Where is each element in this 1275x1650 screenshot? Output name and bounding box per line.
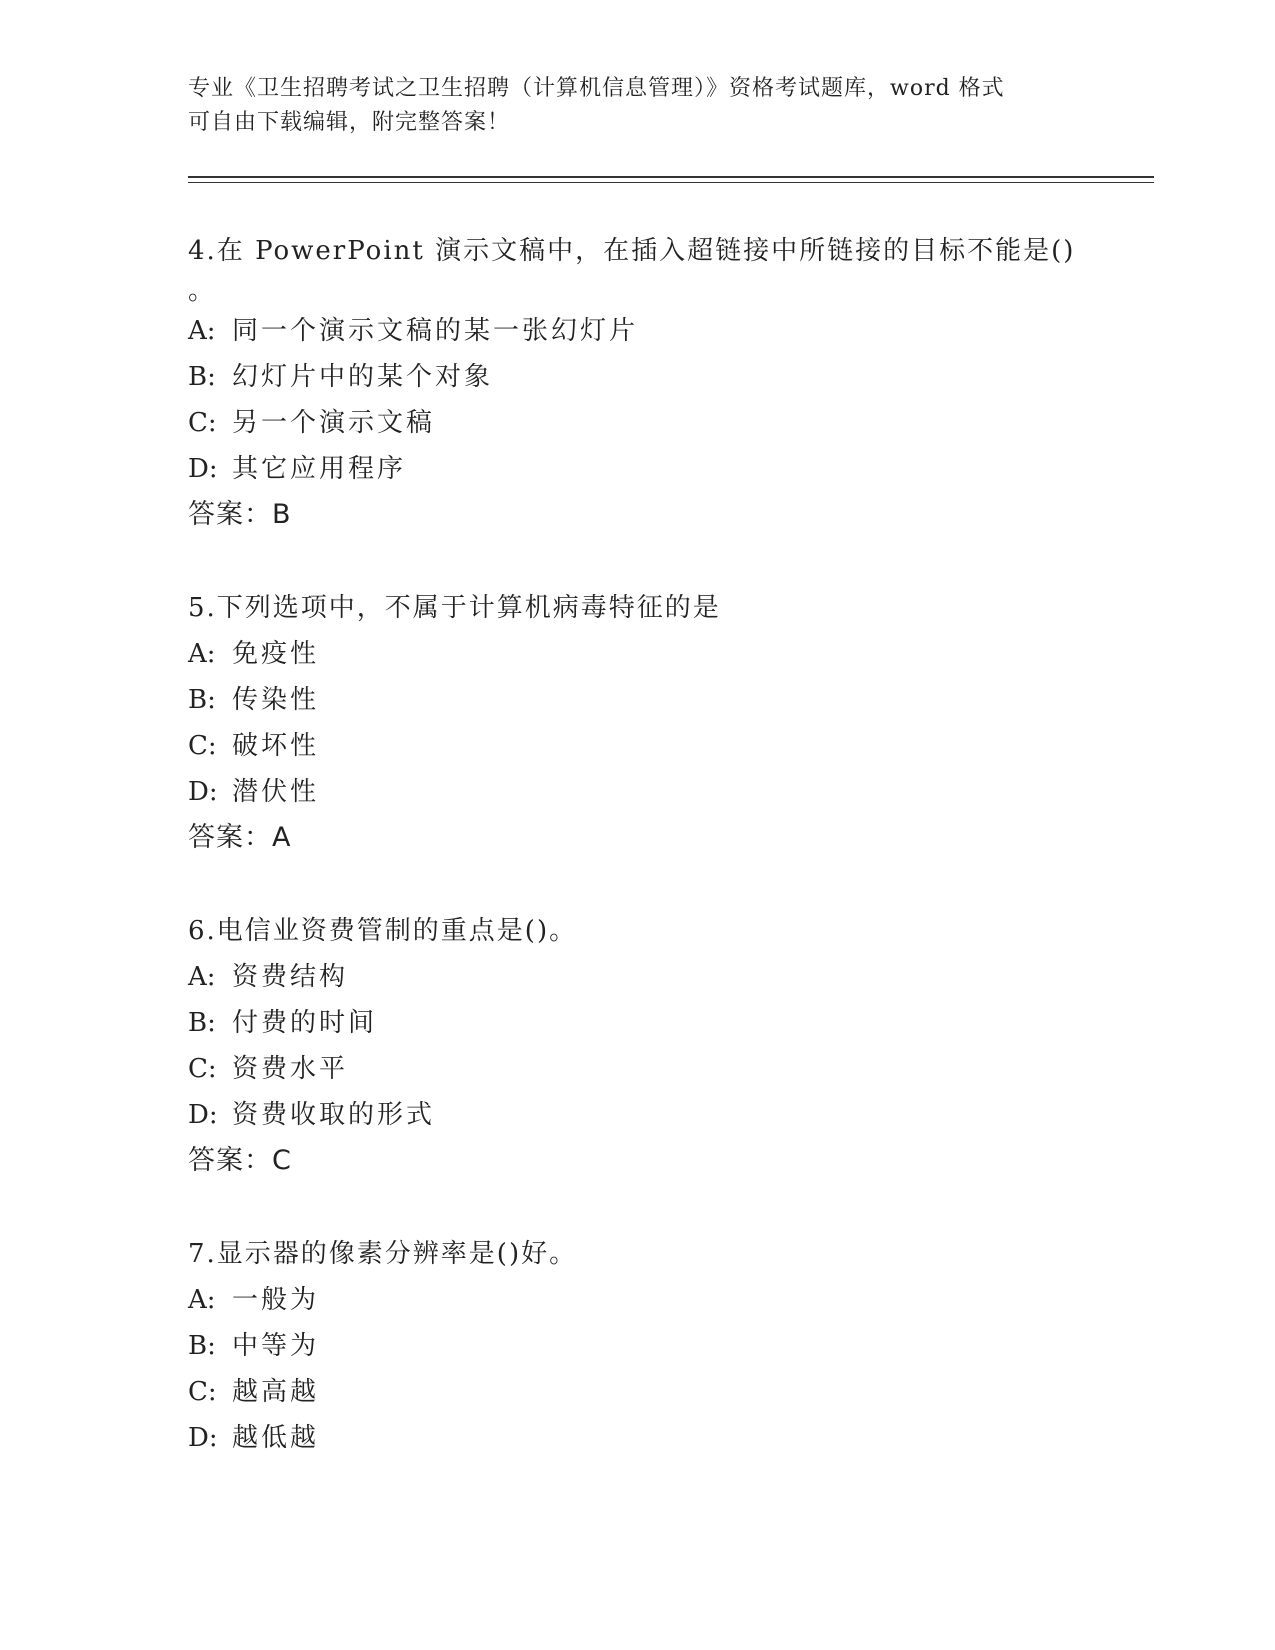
- option-text: 中等为: [232, 1331, 320, 1361]
- option-b: [188, 354, 1148, 400]
- header-line-2: 可自由下载编辑，附完整答案！: [188, 110, 511, 135]
- option-b: [188, 677, 1148, 723]
- question-item: [188, 228, 1148, 538]
- question-stem: 6.电信业资费管制的重点是()。: [188, 916, 578, 946]
- option-d: [188, 446, 1148, 492]
- question-stem-continuation: 。: [188, 276, 215, 306]
- option-d: [188, 1092, 1148, 1138]
- document-header: [188, 72, 1088, 140]
- answer-line: 答案：B: [188, 499, 292, 530]
- option-key: B:: [188, 362, 216, 392]
- option-text: 潜伏性: [232, 777, 320, 807]
- option-d: [188, 769, 1148, 815]
- option-key: A:: [188, 639, 216, 669]
- header-line-1: 专业《卫生招聘考试之卫生招聘（计算机信息管理）》资格考试题库，word 格式: [188, 76, 1005, 101]
- option-c: [188, 400, 1148, 446]
- option-text: 幻灯片中的某个对象: [232, 362, 494, 392]
- option-text: 越低越: [232, 1423, 320, 1453]
- header-divider-thin: [188, 182, 1154, 183]
- question-stem: 4.在 PowerPoint 演示文稿中，在插入超链接中所链接的目标不能是(): [188, 236, 1076, 266]
- option-key: A:: [188, 316, 216, 346]
- option-key: B:: [188, 1008, 216, 1038]
- option-c: [188, 723, 1148, 769]
- option-b: [188, 1323, 1148, 1369]
- answer-line: 答案：C: [188, 1145, 292, 1176]
- option-text: 付费的时间: [232, 1008, 378, 1038]
- option-key: C:: [188, 1054, 217, 1084]
- question-stem: 5.下列选项中，不属于计算机病毒特征的是: [188, 593, 721, 623]
- option-key: D:: [188, 454, 218, 484]
- option-text: 越高越: [232, 1377, 320, 1407]
- option-a: [188, 631, 1148, 677]
- option-b: [188, 1000, 1148, 1046]
- option-text: 其它应用程序: [232, 454, 407, 484]
- option-c: [188, 1369, 1148, 1415]
- option-text: 一般为: [232, 1285, 320, 1315]
- option-text: 同一个演示文稿的某一张幻灯片: [232, 316, 639, 346]
- option-text: 免疫性: [232, 639, 320, 669]
- question-item: [188, 908, 1148, 1184]
- option-key: B:: [188, 685, 216, 715]
- option-key: C:: [188, 731, 217, 761]
- question-item: [188, 1231, 1148, 1461]
- option-key: D:: [188, 1423, 218, 1453]
- option-key: A:: [188, 1285, 216, 1315]
- option-key: B:: [188, 1331, 216, 1361]
- question-list: [188, 228, 1148, 1508]
- option-key: C:: [188, 1377, 217, 1407]
- option-key: D:: [188, 1100, 218, 1130]
- option-text: 另一个演示文稿: [232, 408, 436, 438]
- option-text: 资费水平: [232, 1054, 349, 1084]
- option-key: A:: [188, 962, 216, 992]
- option-text: 传染性: [232, 685, 320, 715]
- question-stem: 7.显示器的像素分辨率是()好。: [188, 1239, 578, 1269]
- header-divider-thick: [188, 176, 1154, 178]
- option-text: 资费结构: [232, 962, 349, 992]
- option-a: [188, 954, 1148, 1000]
- option-c: [188, 1046, 1148, 1092]
- option-text: 资费收取的形式: [232, 1100, 436, 1130]
- option-a: [188, 308, 1148, 354]
- option-a: [188, 1277, 1148, 1323]
- question-item: [188, 585, 1148, 861]
- option-d: [188, 1415, 1148, 1461]
- option-key: C:: [188, 408, 217, 438]
- option-key: D:: [188, 777, 218, 807]
- answer-line: 答案：A: [188, 822, 292, 853]
- option-text: 破坏性: [232, 731, 320, 761]
